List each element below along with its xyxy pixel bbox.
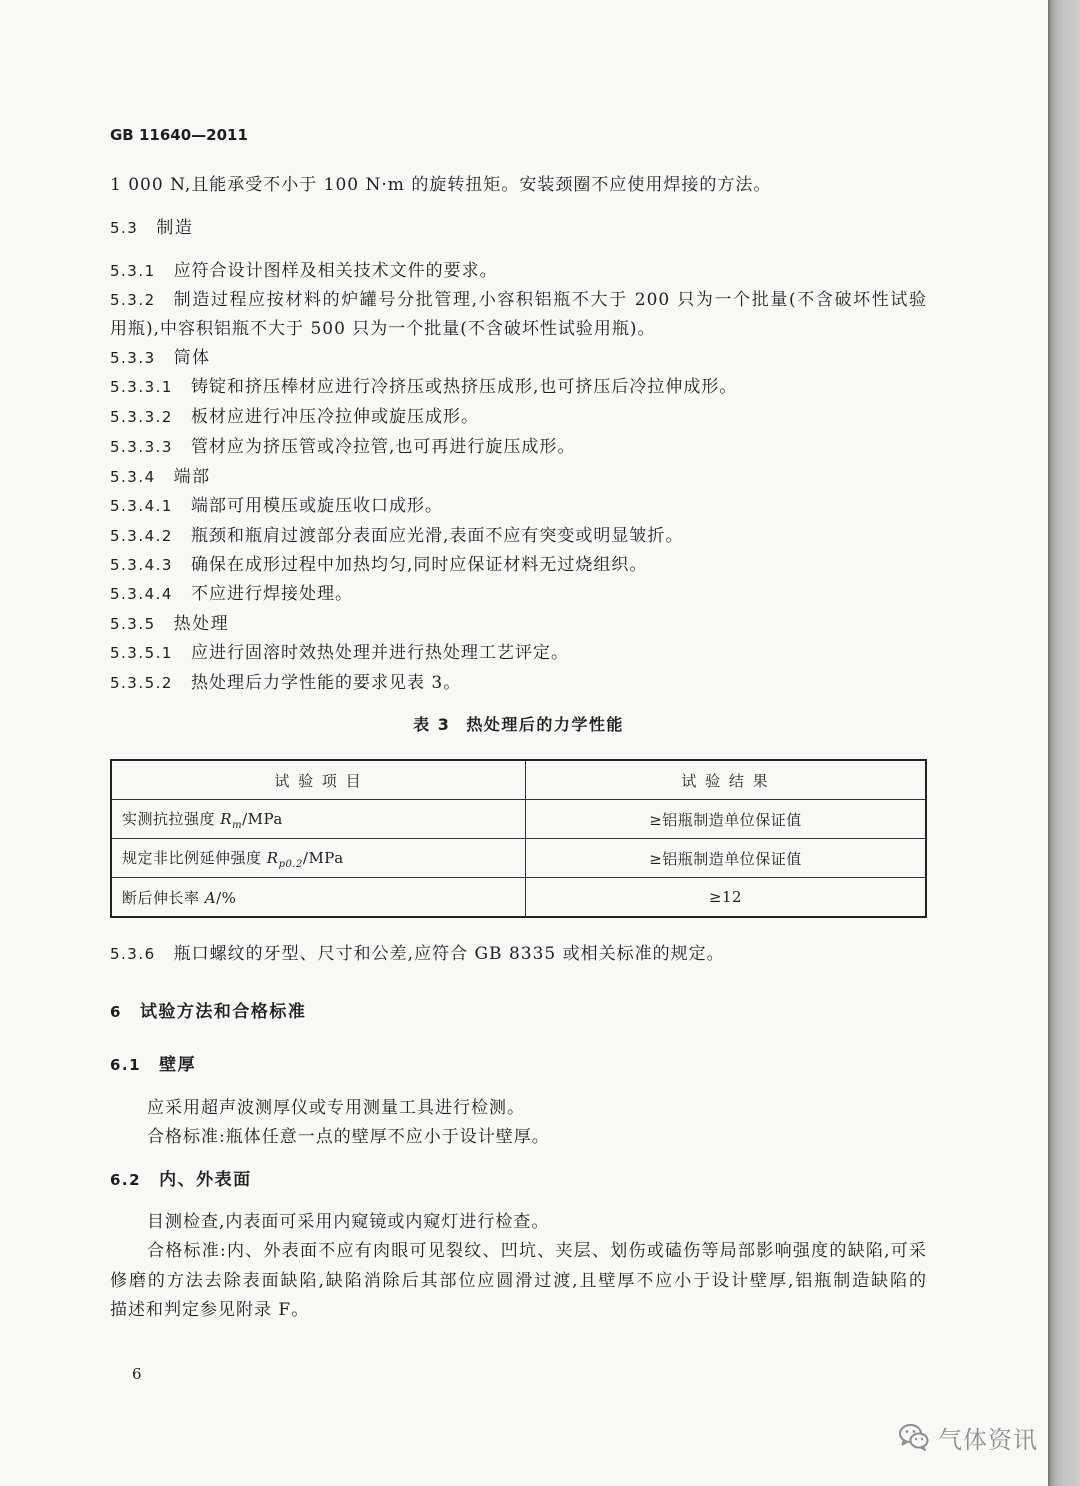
watermark: [898, 1420, 1038, 1454]
clause-text: 不应进行焊接处理。: [190, 584, 353, 604]
clause-5-3-heading: [110, 217, 193, 239]
clause-title: 热处理: [173, 614, 230, 634]
clause-5-3-3-3: [110, 436, 575, 458]
watermark-text: 气体资讯: [938, 1425, 1038, 1454]
table-caption: [110, 714, 927, 736]
clause-text: 应符合设计图样及相关技术文件的要求。: [173, 261, 498, 281]
clause-number: 5.3.3: [110, 349, 156, 367]
clause-5-3-4-3: [110, 554, 647, 576]
clause-title: 筒体: [173, 348, 211, 368]
clause-6-1-heading: [110, 1054, 196, 1076]
clause-number: 5.3.3.2: [110, 408, 173, 426]
clause-text: 瓶颈和瓶肩过渡部分表面应光滑,表面不应有突变或明显皱折。: [190, 526, 684, 546]
item-label: 规定非比例延伸强度: [122, 848, 267, 867]
test-item-cell: [111, 878, 526, 918]
clause-number: 5.3.4.2: [110, 527, 173, 545]
clause-number: 5.3.5: [110, 615, 156, 633]
clause-number: 5.3.5.1: [110, 644, 173, 662]
clause-number: 5.3: [110, 219, 139, 237]
paragraph-line: 应采用超声波测厚仪或专用测量工具进行检测。: [147, 1098, 525, 1118]
column-header-test-item: 试 验 项 目: [111, 760, 526, 800]
clause-number: 5.3.2: [110, 291, 156, 309]
clause-text: 铸锭和挤压棒材应进行冷挤压或热挤压成形,也可挤压后冷拉伸成形。: [190, 377, 738, 397]
clause-5-3-5-heading: [110, 613, 229, 635]
clause-title: 壁厚: [159, 1055, 197, 1075]
clause-text: 应进行固溶时效热处理并进行热处理工艺评定。: [190, 643, 569, 663]
paragraph-line: 描述和判定参见附录 F。: [110, 1300, 310, 1320]
item-subscript: m: [232, 819, 243, 831]
paragraph-line: [110, 1270, 927, 1292]
scan-edge: [1048, 0, 1080, 1486]
clause-number: 5.3.1: [110, 262, 156, 280]
mechanical-properties-table: [110, 759, 927, 918]
item-symbol: R: [266, 848, 279, 867]
clause-title: 制造: [156, 218, 194, 238]
test-item-cell: [111, 800, 526, 839]
clause-number: 6: [110, 1003, 122, 1021]
clause-number: 5.3.5.2: [110, 674, 173, 692]
wechat-icon: [898, 1422, 930, 1452]
column-header-test-result: 试 验 结 果: [526, 760, 927, 800]
standard-code-header: GB 11640—2011: [110, 126, 248, 144]
clause-number: 6.2: [110, 1171, 142, 1189]
continuation-text: 1 000 N,且能承受不小于 100 N·m 的旋转扭矩。安装颈圈不应使用焊接的方法。: [110, 175, 772, 195]
chapter-6-heading: [110, 1001, 306, 1023]
paragraph-line-text: 合格标准:内、外表面不应有肉眼可见裂纹、凹坑、夹层、划伤或磕伤等局部影响强度的缺陷,可采: [147, 1241, 927, 1261]
clause-number: 5.3.4.4: [110, 585, 173, 603]
test-result-cell: ≥铝瓶制造单位保证值: [526, 839, 927, 878]
clause-number: 5.3.3.3: [110, 438, 173, 456]
clause-number: 5.3.3.1: [110, 378, 173, 396]
item-label: 实测抗拉强度: [122, 809, 221, 828]
paragraph-line: 目测检查,内表面可采用内窥镜或内窥灯进行检查。: [147, 1212, 550, 1232]
item-subscript: p0.2: [278, 858, 303, 870]
table-header-row: [111, 760, 926, 800]
paragraph-line: [147, 1240, 927, 1262]
paragraph-line: 合格标准:瓶体任意一点的壁厚不应小于设计壁厚。: [147, 1127, 550, 1147]
clause-number: 5.3.4: [110, 468, 156, 486]
clause-5-3-4-1: [110, 495, 443, 517]
clause-5-3-3-1: [110, 376, 737, 398]
clause-5-3-5-1: [110, 642, 569, 664]
item-symbol: R: [220, 809, 233, 828]
test-result-cell: ≥铝瓶制造单位保证值: [526, 800, 927, 839]
clause-text: 瓶口螺纹的牙型、尺寸和公差,应符合 GB 8335 或相关标准的规定。: [173, 944, 725, 964]
clause-title: 端部: [173, 467, 211, 487]
clause-number: 5.3.4.3: [110, 556, 173, 574]
clause-5-3-6: [110, 943, 725, 965]
table-label: 表 3: [413, 715, 451, 734]
item-unit: /MPa: [242, 809, 283, 828]
table-row: [111, 800, 926, 839]
clause-number: 6.1: [110, 1056, 142, 1074]
clause-5-3-4-heading: [110, 466, 211, 488]
clause-text: 确保在成形过程中加热均匀,同时应保证材料无过烧组织。: [190, 555, 648, 575]
item-unit: /MPa: [302, 848, 344, 867]
clause-text: 热处理后力学性能的要求见表 3。: [190, 673, 462, 693]
clause-text: 端部可用模压或旋压收口成形。: [190, 496, 443, 516]
clause-text: 制造过程应按材料的炉罐号分批管理,小容积铝瓶不大于 200 只为一个批量(不含破坏性试验: [173, 290, 927, 310]
clause-title: 内、外表面: [159, 1170, 252, 1190]
clause-5-3-2-line1: [110, 289, 927, 311]
clause-5-3-5-2: [110, 672, 461, 694]
test-result-cell: ≥12: [526, 878, 927, 918]
clause-5-3-4-4: [110, 583, 353, 605]
table-row: [111, 878, 926, 918]
item-label: 断后伸长率: [122, 888, 205, 907]
clause-5-3-3-2: [110, 406, 479, 428]
clause-text: 管材应为挤压管或冷拉管,也可再进行旋压成形。: [190, 437, 576, 457]
table-row: [111, 839, 926, 878]
clause-text: 板材应进行冲压冷拉伸或旋压成形。: [190, 407, 479, 427]
clause-number: 5.3.4.1: [110, 497, 173, 515]
item-unit: /%: [216, 888, 237, 907]
clause-5-3-1: [110, 260, 498, 282]
clause-6-2-heading: [110, 1169, 252, 1191]
clause-5-3-2-line2: 用瓶),中容积铝瓶不大于 500 只为一个批量(不含破坏性试验用瓶)。: [110, 319, 656, 339]
test-item-cell: [111, 839, 526, 878]
page-number: 6: [132, 1365, 142, 1383]
clause-5-3-3-heading: [110, 347, 211, 369]
clause-number: 5.3.6: [110, 945, 156, 963]
item-symbol: A: [204, 888, 217, 907]
clause-title: 试验方法和合格标准: [139, 1002, 307, 1022]
table-title: 热处理后的力学性能: [466, 715, 624, 734]
paragraph-line-text: 修磨的方法去除表面缺陷,缺陷消除后其部位应圆滑过渡,且壁厚不应小于设计壁厚,铝瓶制造缺陷的: [110, 1271, 927, 1291]
clause-5-3-4-2: [110, 525, 683, 547]
